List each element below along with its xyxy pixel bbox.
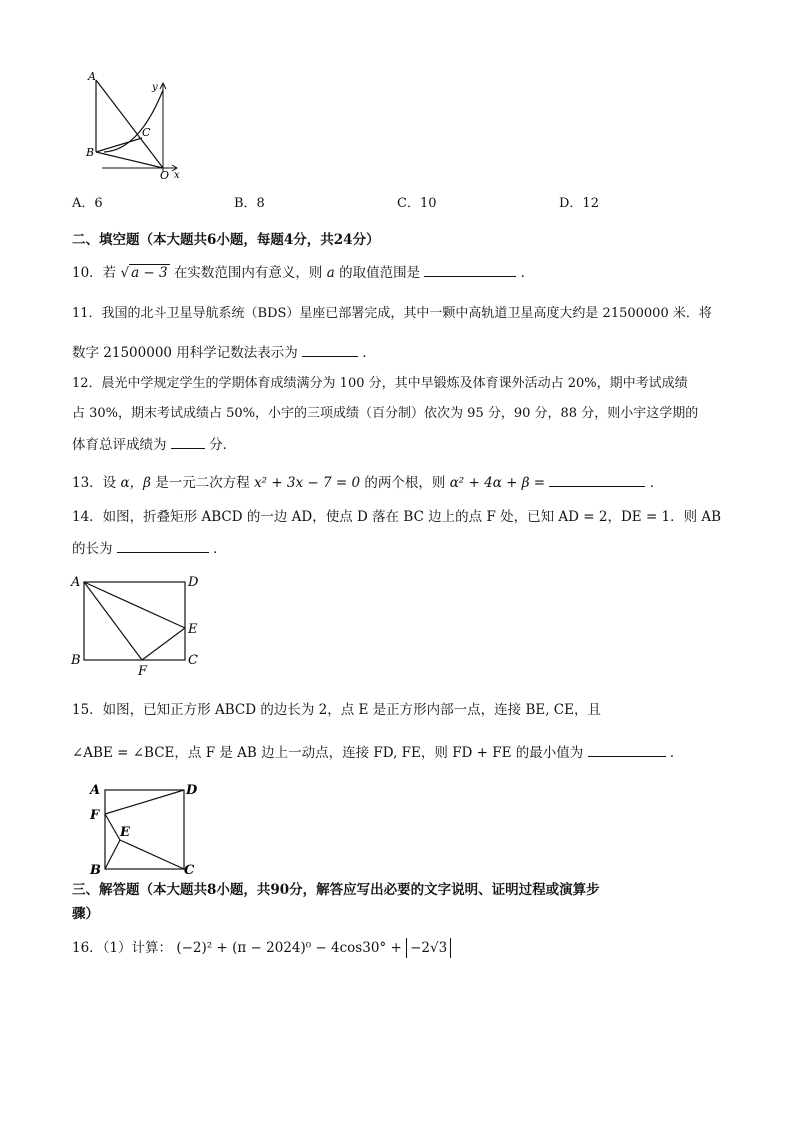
label-a: A	[71, 575, 81, 590]
q14-end: ．	[213, 541, 227, 557]
q13-equation: x² + 3x − 7 = 0	[254, 475, 361, 491]
label-x: x	[174, 170, 180, 181]
segment-bc	[96, 138, 142, 152]
q10-answer-blank[interactable]	[424, 262, 516, 277]
q16-abs-inner: −2√3	[410, 940, 448, 956]
label-a: A	[90, 783, 101, 798]
figure-q15	[84, 778, 214, 878]
label-b: B	[90, 863, 101, 878]
label-d: D	[188, 575, 199, 590]
q14-answer-blank[interactable]	[117, 538, 209, 553]
question-14-line1: 14．如图，折叠矩形 ABCD 的一边 AD，使点 D 落在 BC 边上的点 F 处，已知 AD = 2，DE = 1．则 AB	[72, 509, 722, 525]
segment-af	[84, 582, 142, 660]
question-11-line2	[72, 342, 376, 363]
q10-radicand: a − 3	[131, 265, 168, 281]
q13-answer-blank[interactable]	[549, 472, 645, 487]
segment-ae	[84, 582, 185, 628]
choice-c: C．10	[397, 196, 437, 211]
q13-text2: 的两个根，则	[364, 475, 446, 491]
segment-ce	[120, 840, 184, 869]
q15-answer-blank[interactable]	[588, 742, 666, 757]
q11-answer-blank[interactable]	[302, 342, 358, 357]
q15-line2-text: ∠ABE = ∠BCE，点 F 是 AB 边上一动点，连接 FD, FE，则 FD + FE 的最小值为	[72, 745, 584, 761]
segment-fe	[105, 814, 120, 840]
segment-be	[105, 840, 120, 869]
question-12-line2: 占 30%，期末考试成绩占 50%，小宇的三项成绩（百分制）依次为 95 分，90 分，88 分，则小宇这学期的	[72, 406, 699, 421]
q14-line2-text: 的长为	[72, 541, 113, 557]
label-a: A	[88, 70, 96, 83]
label-c: C	[188, 653, 198, 668]
question-14-line2	[72, 538, 227, 559]
q16-expression: (−2)² + (π − 2024)⁰ − 4cos30° +	[176, 940, 407, 956]
q12-line3-text: 体育总评成绩为	[72, 437, 167, 453]
label-f: F	[90, 808, 100, 823]
q10-text1: 在实数范围内有意义，则	[173, 265, 323, 281]
q12-end: 分．	[209, 437, 237, 453]
label-b: B	[71, 653, 81, 668]
q10-num: 10．若	[72, 265, 117, 281]
choice-b: B．8	[234, 196, 265, 211]
question-12-line3	[72, 434, 236, 455]
question-15-line2	[72, 742, 683, 763]
q10-text2: 的取值范围是	[339, 265, 421, 281]
q15-end: ．	[669, 745, 684, 761]
figure-q9	[84, 70, 194, 182]
q11-end: ．	[362, 345, 376, 361]
question-10: 10．若 √ a − 3 在实数范围内有意义，则 a 的取值范围是 ．	[72, 262, 534, 283]
label-c: C	[184, 863, 195, 878]
question-11-line1: 11．我国的北斗卫星导航系统（BDS）星座已部署完成，其中一颗中高轨道卫星高度大约是 21500000 米．将	[72, 306, 712, 321]
figure-q14	[66, 570, 216, 680]
q13-expression: α² + 4α + β =	[449, 475, 546, 491]
label-e: E	[120, 825, 130, 840]
choice-a: A．6	[72, 196, 103, 211]
question-16	[72, 938, 451, 958]
question-13	[72, 472, 663, 493]
label-b: B	[86, 146, 95, 159]
question-15-line1: 15．如图，已知正方形 ABCD 的边长为 2，点 E 是正方形内部一点，连接 BE, CE，且	[72, 702, 601, 718]
section-3-title-line1: 三、解答题（本大题共8小题，共90分，解答应写出必要的文字说明、证明过程或演算步	[72, 882, 600, 898]
q13-end: ．	[649, 475, 664, 491]
segment-fe	[142, 628, 185, 660]
section-3-title-line2: 骤）	[72, 906, 99, 922]
segment-fd	[105, 790, 184, 814]
label-f: F	[138, 664, 148, 679]
q10-var: a	[326, 265, 335, 281]
label-y: y	[152, 82, 158, 93]
label-c: C	[142, 126, 151, 139]
q13-vars: α，β	[120, 475, 151, 491]
section-2-title: 二、填空题（本大题共6小题，每题4分，共24分）	[72, 232, 380, 248]
q16-label: 16．（1）计算：	[72, 940, 173, 956]
q12-answer-blank[interactable]	[171, 434, 205, 449]
q13-num: 13．设	[72, 475, 117, 491]
q16-absolute-value	[406, 938, 451, 958]
question-12-line1: 12．晨光中学规定学生的学期体育成绩满分为 100 分，其中早锻炼及体育课外活动占 20%，期中考试成绩	[72, 376, 688, 391]
label-o: O	[160, 169, 170, 182]
q10-end: ．	[520, 265, 535, 281]
label-d: D	[186, 783, 198, 798]
q13-text1: 是一元二次方程	[155, 475, 250, 491]
label-e: E	[188, 622, 198, 637]
choice-d: D．12	[559, 196, 599, 211]
q11-line2-text: 数字 21500000 用科学记数法表示为	[72, 345, 298, 361]
curve	[104, 90, 163, 152]
